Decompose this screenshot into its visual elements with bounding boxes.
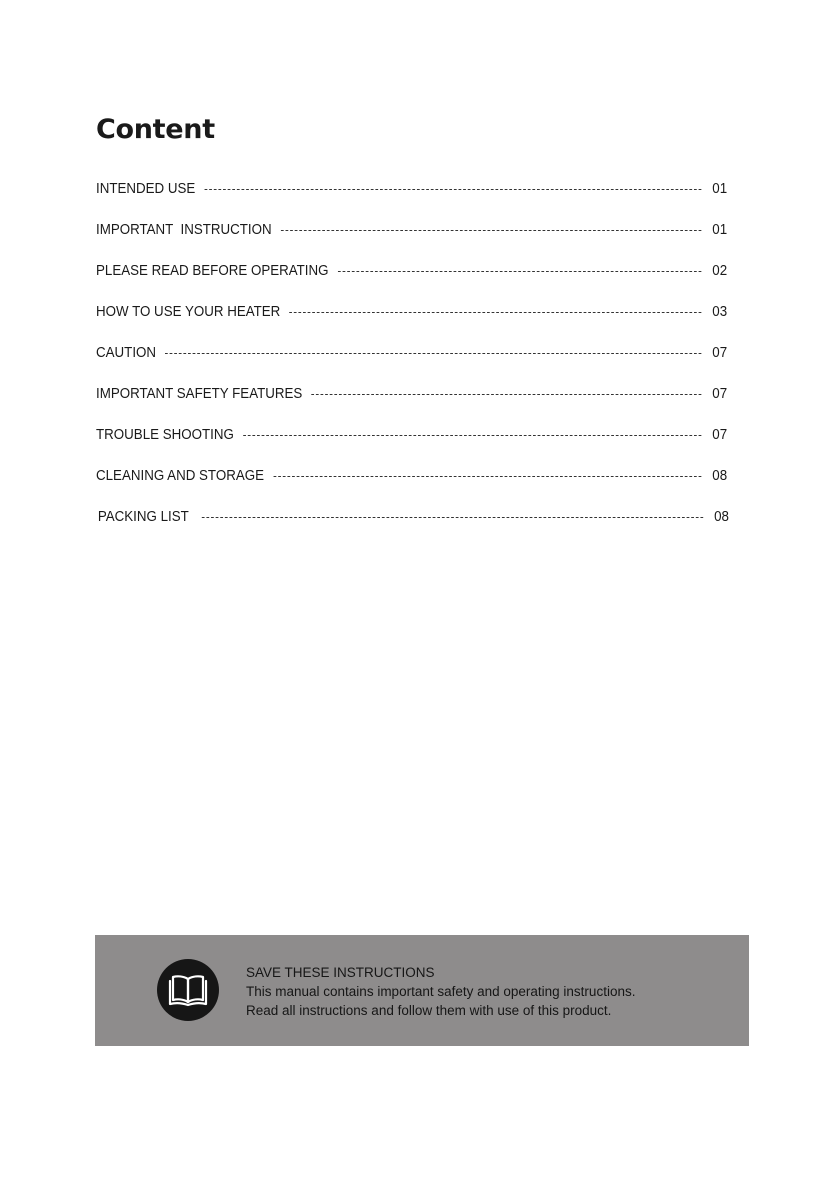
toc-entry-label: TROUBLE SHOOTING xyxy=(96,426,234,443)
toc-entry-page: 07 xyxy=(712,426,728,443)
toc-entry-page: 03 xyxy=(712,303,728,320)
toc-entry-label: HOW TO USE YOUR HEATER xyxy=(96,303,281,320)
toc-leader-dots xyxy=(243,435,701,436)
toc-leader-dots xyxy=(205,189,702,190)
toc-leader-dots xyxy=(290,312,702,313)
toc-entry-intended-use[interactable] xyxy=(96,168,727,209)
toc-entry-page: 07 xyxy=(712,344,728,361)
toc-entry-page: 08 xyxy=(714,508,729,525)
toc-leader-dots xyxy=(273,476,701,477)
save-instructions-banner xyxy=(95,935,749,1046)
notice-line-2: Read all instructions and follow them with use of this product. xyxy=(246,1003,612,1018)
toc-entry-important-instruction[interactable] xyxy=(96,209,727,250)
toc-entry-packing-list[interactable] xyxy=(96,496,729,537)
toc-entry-trouble-shooting[interactable] xyxy=(96,414,727,455)
toc-entry-label: CLEANING AND STORAGE xyxy=(96,467,265,484)
book-icon xyxy=(157,959,219,1021)
toc-entry-please-read[interactable] xyxy=(96,250,727,291)
toc-entry-page: 02 xyxy=(712,262,728,279)
toc-entry-safety-features[interactable] xyxy=(96,373,727,414)
toc-entry-page: 01 xyxy=(712,221,728,238)
toc-leader-dots xyxy=(202,517,704,518)
save-instructions-text xyxy=(246,963,635,1020)
toc-leader-dots xyxy=(281,230,702,231)
toc-leader-dots xyxy=(165,353,701,354)
toc-entry-label: CAUTION xyxy=(96,344,157,361)
toc-entry-label: PACKING LIST xyxy=(97,508,189,525)
toc-entry-page: 08 xyxy=(712,467,728,484)
page-title: Content xyxy=(96,114,215,146)
notice-heading: SAVE THESE INSTRUCTIONS xyxy=(246,965,435,980)
toc-leader-dots xyxy=(338,271,702,272)
toc-entry-caution[interactable] xyxy=(96,332,727,373)
toc-leader-dots xyxy=(312,394,702,395)
toc-entry-label: INTENDED USE xyxy=(96,180,196,197)
toc-entry-label: IMPORTANT INSTRUCTION xyxy=(96,221,272,238)
table-of-contents xyxy=(96,168,729,537)
toc-entry-page: 01 xyxy=(712,180,728,197)
toc-entry-label: PLEASE READ BEFORE OPERATING xyxy=(96,262,329,279)
toc-entry-label: IMPORTANT SAFETY FEATURES xyxy=(96,385,303,402)
toc-entry-cleaning-storage[interactable] xyxy=(96,455,727,496)
toc-entry-how-to-use[interactable] xyxy=(96,291,727,332)
notice-line-1: This manual contains important safety and operating instructions. xyxy=(246,984,636,999)
toc-entry-page: 07 xyxy=(712,385,728,402)
